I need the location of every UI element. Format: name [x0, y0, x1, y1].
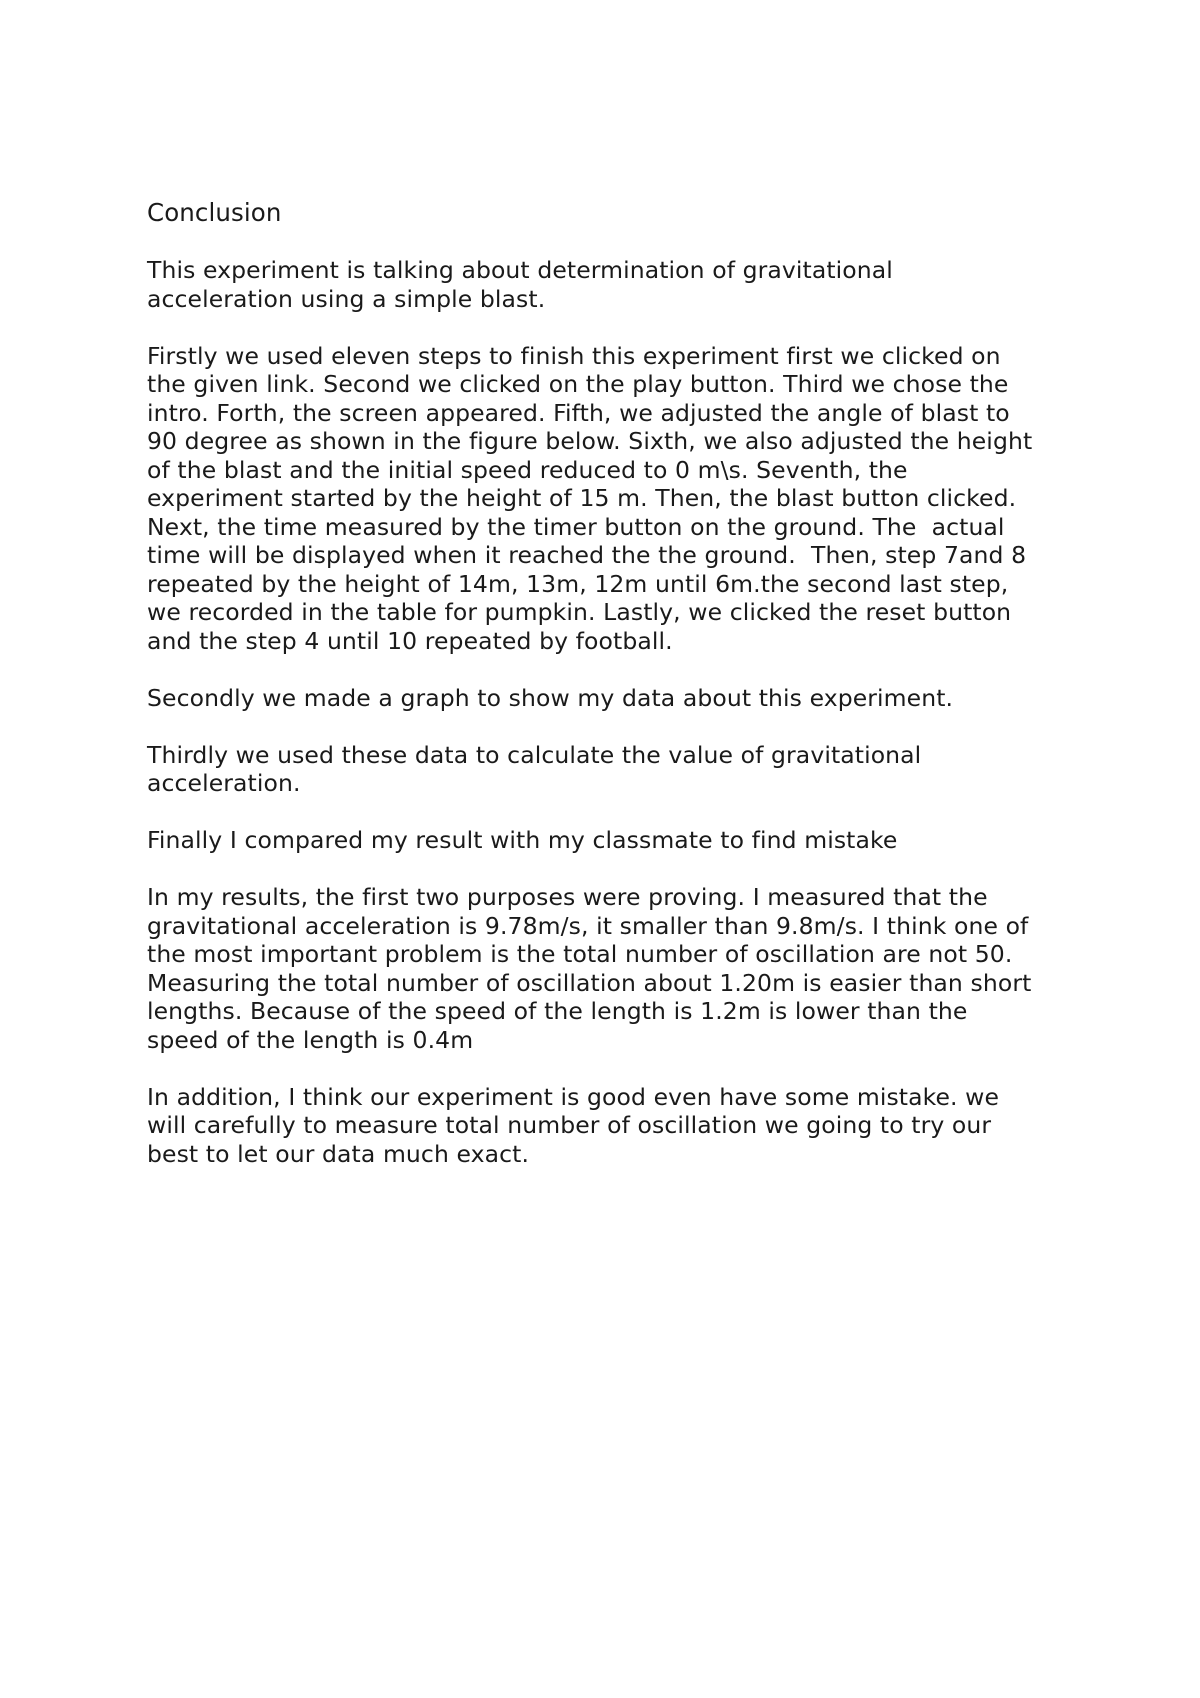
- paragraph-addition: [147, 1083, 1087, 1169]
- text-line: gravitational acceleration is 9.78m/s, it smaller than 9.8m/s. I think one of: [147, 911, 1029, 940]
- text-line: experiment started by the height of 15 m. Then, the blast button clicked.: [147, 484, 1017, 512]
- document-heading: Conclusion: [147, 198, 282, 227]
- text-line: repeated by the height of 14m, 13m, 12m until 6m.the second last step,: [147, 569, 1009, 598]
- text-line: Next, the time measured by the timer button on the ground. The actual: [147, 512, 1005, 541]
- paragraph-procedure: [147, 342, 1087, 656]
- text-line: best to let our data much exact.: [147, 1139, 530, 1168]
- text-line: will carefully to measure total number of oscillation we going to try our: [147, 1111, 992, 1139]
- text-line: intro. Forth, the screen appeared. Fifth, we adjusted the angle of blast to: [147, 398, 1010, 427]
- paragraph-graph: [147, 684, 1087, 713]
- text-line: In addition, I think our experiment is good even have some mistake. we: [147, 1082, 1000, 1111]
- text-line: Measuring the total number of oscillation about 1.20m is easier than short: [147, 968, 1032, 997]
- text-line: the given link. Second we clicked on the play button. Third we chose the: [147, 370, 1009, 398]
- text-line: speed of the length is 0.4m: [147, 1025, 474, 1054]
- text-line: acceleration.: [147, 769, 301, 797]
- text-line: acceleration using a simple blast.: [147, 284, 546, 313]
- text-line: we recorded in the table for pumpkin. Lastly, we clicked the reset button: [147, 598, 1012, 626]
- text-line: time will be displayed when it reached the the ground. Then, step 7and 8: [147, 541, 1027, 569]
- document-body: [147, 198, 1087, 1197]
- text-line: This experiment is talking about determination of gravitational: [147, 256, 893, 284]
- paragraph-results: [147, 883, 1087, 1054]
- text-line: Thirdly we used these data to calculate the value of gravitational: [147, 740, 922, 769]
- text-line: 90 degree as shown in the figure below. Sixth, we also adjusted the height: [147, 427, 1033, 455]
- text-line: In my results, the first two purposes were proving. I measured that the: [147, 883, 988, 911]
- text-line: lengths. Because of the speed of the length is 1.2m is lower than the: [147, 997, 968, 1025]
- text-line: Firstly we used eleven steps to finish this experiment first we clicked on: [147, 341, 1001, 370]
- paragraph-intro: [147, 256, 1087, 313]
- text-line: and the step 4 until 10 repeated by football.: [147, 626, 673, 655]
- text-line: Finally I compared my result with my classmate to find mistake: [147, 826, 898, 854]
- text-line: the most important problem is the total number of oscillation are not 50.: [147, 940, 1013, 968]
- text-line: Secondly we made a graph to show my data about this experiment.: [147, 683, 954, 712]
- paragraph-comparison: [147, 826, 1087, 855]
- text-line: of the blast and the initial speed reduced to 0 m\s. Seventh, the: [147, 455, 908, 484]
- paragraph-calculation: [147, 741, 1087, 798]
